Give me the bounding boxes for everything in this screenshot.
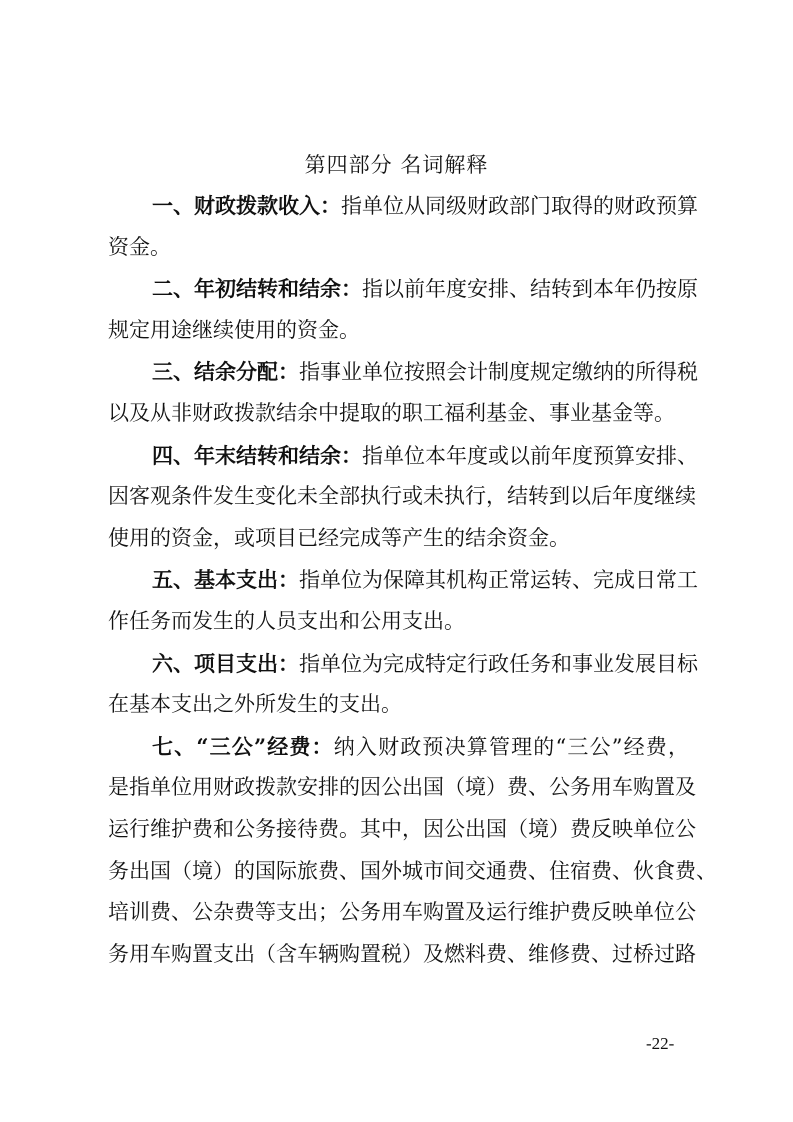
page-title: 第四部分 名词解释: [304, 153, 489, 177]
document-body: [108, 185, 717, 975]
text-line: [108, 351, 698, 393]
paragraph: [108, 435, 698, 560]
definition-text: 指单位为保障其机构正常运转、完成日常工: [299, 568, 698, 593]
definition-text: 指单位为完成特定行政任务和事业发展目标: [299, 651, 698, 676]
text-line: [108, 726, 689, 768]
definition-text: 指事业单位按照会计制度规定缴纳的所得税: [299, 360, 698, 385]
definition-text: 培训费、公杂费等支出；公务用车购置及运行维护费反映单位公: [108, 900, 696, 925]
text-line: [108, 601, 689, 643]
term-heading: 六、项目支出：: [152, 650, 299, 676]
term-heading: 四、年末结转和结余：: [152, 442, 362, 468]
text-line: [108, 643, 698, 685]
definition-text: 在基本支出之外所发生的支出。: [108, 692, 402, 717]
definition-text: 务出国（境）的国际旅费、国外城市间交通费、住宿费、伙食费、: [108, 858, 717, 883]
definition-text: 务用车购置支出（含车辆购置税）及燃料费、维修费、过桥过路: [108, 941, 696, 966]
paragraph: [108, 643, 698, 726]
definition-text: 指单位从同级财政部门取得的财政预算: [341, 194, 698, 218]
text-line: [108, 476, 696, 518]
text-line: [108, 518, 689, 560]
text-line: [108, 310, 689, 352]
text-line: [108, 393, 689, 435]
text-line: [108, 185, 698, 227]
text-line: [108, 934, 696, 976]
text-line: [108, 559, 698, 601]
term-heading: 五、基本支出：: [152, 567, 299, 593]
definition-text: 指以前年度安排、结转到本年仍按原: [362, 277, 698, 302]
page-number: -22-: [646, 1034, 675, 1053]
definition-text: 规定用途继续使用的资金。: [108, 317, 360, 342]
term-heading: 二、年初结转和结余：: [152, 276, 362, 302]
text-line: [108, 892, 696, 934]
paragraph: [108, 185, 698, 268]
text-line: [108, 851, 717, 893]
paragraph: [108, 268, 698, 351]
text-line: [108, 809, 696, 851]
term-heading: 三、结余分配：: [152, 359, 299, 385]
definition-text: 纳入财政预决算管理的“三公”经费，: [333, 734, 689, 759]
text-line: [108, 227, 689, 269]
text-line: [108, 435, 698, 477]
definition-text: 作任务而发生的人员支出和公用支出。: [108, 608, 465, 633]
text-line: [108, 268, 698, 310]
term-heading: 七、“三公”经费：: [152, 733, 334, 759]
paragraph: [108, 351, 698, 434]
definition-text: 使用的资金，或项目已经完成等产生的结余资金。: [108, 525, 570, 550]
term-heading: 一、财政拨款收入：: [152, 193, 341, 218]
text-line: [108, 767, 696, 809]
definition-text: 以及从非财政拨款结余中提取的职工福利基金、事业基金等。: [108, 400, 675, 425]
paragraph: [108, 726, 717, 976]
definition-text: 指单位本年度或以前年度预算安排、: [362, 443, 698, 468]
definition-text: 资金。: [108, 234, 171, 259]
definition-text: 因客观条件发生变化未全部执行或未执行，结转到以后年度继续: [108, 484, 696, 509]
definition-text: 运行维护费和公务接待费。其中，因公出国（境）费反映单位公: [108, 816, 696, 841]
text-line: [108, 684, 689, 726]
paragraph: [108, 559, 698, 642]
definition-text: 是指单位用财政拨款安排的因公出国（境）费、公务用车购置及: [108, 775, 696, 800]
